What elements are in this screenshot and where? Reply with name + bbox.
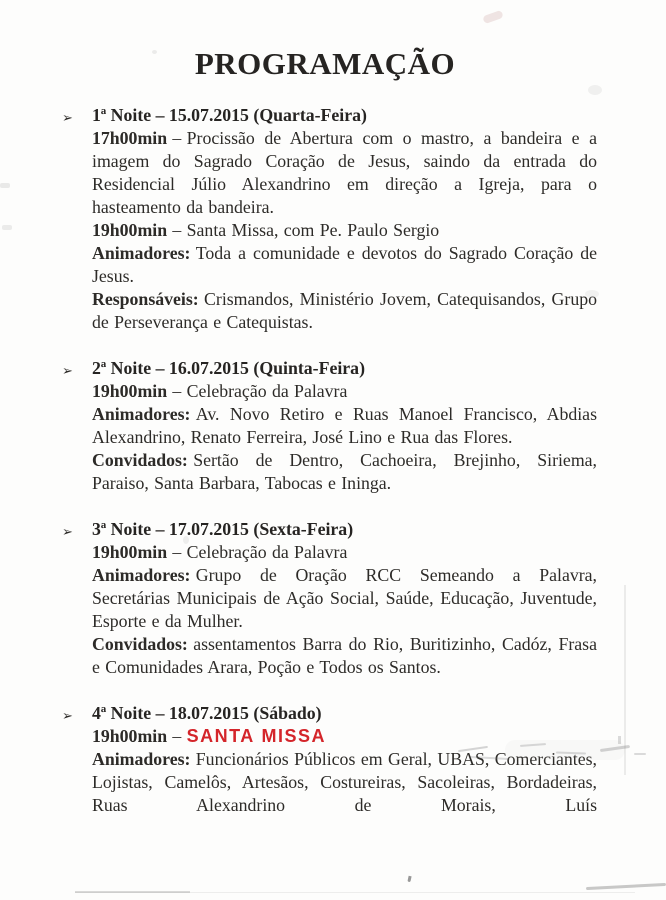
program-section <box>62 357 597 495</box>
entry-separator: – <box>172 726 182 746</box>
entry-text: Sertão de Dentro, Cachoeira, Brejinho, Siriema, Paraiso, Santa Barbara, Tabocas e Ininga. <box>92 450 597 493</box>
program-section <box>62 702 597 817</box>
entry-separator: – <box>172 220 182 240</box>
entry-lead: 19h00min <box>92 381 168 401</box>
program-entry <box>92 564 597 633</box>
program-entry <box>92 403 597 449</box>
program-entry <box>92 748 597 817</box>
page-title: PROGRAMAÇÃO <box>194 46 456 81</box>
program-entry <box>92 127 597 219</box>
program-entry <box>92 380 597 403</box>
entry-text: Celebração da Palavra <box>186 381 348 401</box>
bullet-arrow-icon: ➢ <box>62 708 73 723</box>
entry-lead: 17h00min <box>92 128 168 148</box>
entry-lead: 19h00min <box>92 726 168 746</box>
entry-text: assentamentos Barra do Rio, Buritizinho, Cadóz, Frasa e Comunidades Arara, Poção e Todos os Santos. <box>92 634 597 677</box>
entry-text: Celebração da Palavra <box>186 542 348 562</box>
scan-line <box>75 891 190 893</box>
section-heading: 3ª Noite – 17.07.2015 (Sexta-Feira) <box>92 519 354 539</box>
bullet-arrow-icon: ➢ <box>62 524 73 539</box>
entry-lead: 19h00min <box>92 220 168 240</box>
section-heading: 1ª Noite – 15.07.2015 (Quarta-Feira) <box>92 105 367 125</box>
entry-text: SANTA MISSA <box>186 726 327 746</box>
program-entry <box>92 449 597 495</box>
program-entry <box>92 242 597 288</box>
scan-line <box>75 892 635 893</box>
entry-text: Crismandos, Ministério Jovem, Catequisandos, Grupo de Perseverança e Catequistas. <box>92 289 597 332</box>
section-entries <box>92 541 597 679</box>
program-entry <box>92 541 597 564</box>
scan-line <box>586 883 666 890</box>
entry-lead: Convidados: <box>92 634 188 654</box>
document-content <box>0 46 666 840</box>
entry-text: Toda a comunidade e devotos do Sagrado Coração de Jesus. <box>92 243 597 286</box>
entry-separator: – <box>172 381 182 401</box>
entry-lead: 19h00min <box>92 542 168 562</box>
program-entry <box>92 288 597 334</box>
entry-lead: Animadores: <box>92 243 191 263</box>
program-entry <box>92 725 597 748</box>
entry-lead: Animadores: <box>92 749 191 769</box>
program-entry <box>92 633 597 679</box>
section-entries <box>92 127 597 334</box>
entry-lead: Animadores: <box>92 404 191 424</box>
section-entries <box>92 725 597 817</box>
entry-lead: Convidados: <box>92 450 188 470</box>
section-entries <box>92 380 597 495</box>
scan-speck <box>407 876 411 882</box>
section-heading: 2ª Noite – 16.07.2015 (Quinta-Feira) <box>92 358 365 378</box>
section-heading: 4ª Noite – 18.07.2015 (Sábado) <box>92 703 322 723</box>
program-entry <box>92 219 597 242</box>
entry-text: Grupo de Oração RCC Semeando a Palavra, Secretárias Municipais de Ação Social, Saúde, Educação, Juventude, Esporte e da Mulher. <box>92 565 597 631</box>
entry-separator: – <box>172 128 182 148</box>
entry-text: Santa Missa, com Pe. Paulo Sergio <box>186 220 440 240</box>
program-section <box>62 518 597 679</box>
entry-separator: – <box>172 542 182 562</box>
entry-lead: Responsáveis: <box>92 289 199 309</box>
scan-smudge <box>482 10 504 24</box>
entry-text: Funcionários Públicos em Geral, UBAS, Comerciantes, Lojistas, Camelôs, Artesãos, Costureiras, Sacoleiras, Bordadeiras, Ruas Alexandrino de Morais, Luís <box>92 749 597 815</box>
entry-text: Procissão de Abertura com o mastro, a bandeira e a imagem do Sagrado Coração de Jesus, saindo da entrada do Residencial Júlio Alexandrino em direção a Igreja, para o hasteamento da bandeira. <box>92 128 597 217</box>
program-section <box>62 104 597 334</box>
sections <box>0 104 666 817</box>
entry-text: Av. Novo Retiro e Ruas Manoel Francisco, Abdias Alexandrino, Renato Ferreira, José Lino e Rua das Flores. <box>92 404 597 447</box>
bullet-arrow-icon: ➢ <box>62 363 73 378</box>
entry-lead: Animadores: <box>92 565 191 585</box>
bullet-arrow-icon: ➢ <box>62 110 73 125</box>
